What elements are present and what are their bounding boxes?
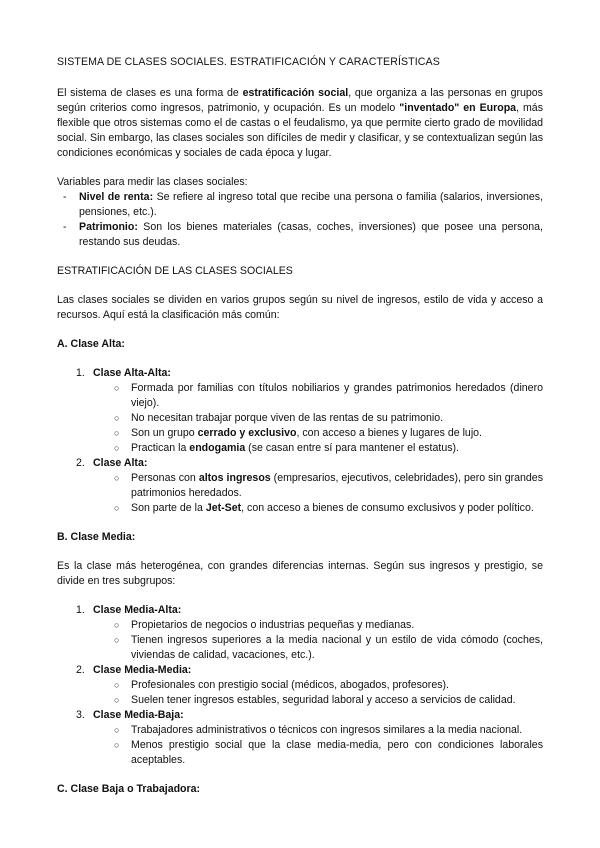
- list-item: - Patrimonio: Son los bienes materiales (casas, coches, inversiones) que posee una persona, restando sus deudas.: [57, 220, 543, 250]
- section-heading-estratificacion: ESTRATIFICACIÓN DE LAS CLASES SOCIALES: [57, 265, 293, 277]
- list-item: ○ Suelen tener ingresos estables, seguridad laboral y acceso a servicios de calidad.: [93, 693, 543, 708]
- list-item: ○ Formada por familias con títulos nobiliarios y grandes patrimonios heredados (dinero viejo).: [93, 381, 543, 411]
- list-item: ○ Personas con altos ingresos (empresarios, ejecutivos, celebridades), pero sin grandes patrimonios heredados.: [93, 471, 543, 501]
- list-item: - Nivel de renta: Se refiere al ingreso total que recibe una persona o familia (salarios, inversiones, pensiones, etc.).: [57, 190, 543, 220]
- list-item: ○ Son un grupo cerrado y exclusivo, con acceso a bienes y lugares de lujo.: [93, 426, 543, 441]
- strat-intro: Las clases sociales se dividen en varios grupos según su nivel de ingresos, estilo de vida y acceso a recursos. Aquí está la clasificación más común:: [57, 294, 543, 321]
- subclass-item: 2. Clase Alta: ○ Personas con altos ingresos (empresarios, ejecutivos, celebridades), pero sin grandes patrimonios heredados. ○ Son parte de la Jet-Set, con acceso a bienes de consumo exclusivos y poder político.: [57, 456, 543, 516]
- subclass-item: 3. Clase Media-Baja: ○ Trabajadores administrativos o técnicos con ingresos similares a la media nacional. ○ Menos prestigio social que la clase media-media, pero con condiciones laborales aceptables.: [57, 708, 543, 768]
- list-item: ○ No necesitan trabajar porque viven de las rentas de su patrimonio.: [93, 411, 543, 426]
- heading-clase-baja: C. Clase Baja o Trabajadora:: [57, 783, 201, 795]
- variables-list: [57, 190, 543, 250]
- list-item: ○ Propietarios de negocios o industrias pequeñas y medianas.: [93, 618, 543, 633]
- term-inventado: "inventado" en Europa: [399, 102, 517, 114]
- subclass-item: 2. Clase Media-Media: ○ Profesionales con prestigio social (médicos, abogados, profesores). ○ Suelen tener ingresos estables, seguridad laboral y acceso a servicios de calidad.: [57, 663, 543, 708]
- heading-clase-media: B. Clase Media:: [57, 531, 136, 543]
- document-page: [57, 55, 543, 811]
- list-item: ○ Profesionales con prestigio social (médicos, abogados, profesores).: [93, 678, 543, 693]
- subclass-item: 1. Clase Alta-Alta: ○ Formada por familias con títulos nobiliarios y grandes patrimonios heredados (dinero viejo). ○ No necesitan trabajar porque viven de las rentas de su patrimonio. ○ Son un grupo cerrado y exclusivo, con acceso a bienes y lugares de lujo. ○ Practican la endogamia (se casan entre sí para mantener el estatus).: [57, 366, 543, 456]
- clase-media-intro: Es la clase más heterogénea, con grandes diferencias internas. Según sus ingresos y prestigio, se divide en tres subgrupos:: [57, 560, 543, 587]
- list-item: ○ Menos prestigio social que la clase media-media, pero con condiciones laborales aceptables.: [93, 738, 543, 768]
- list-item: ○ Tienen ingresos superiores a la media nacional y un estilo de vida cómodo (coches, viviendas de calidad, vacaciones, etc.).: [93, 633, 543, 663]
- intro-paragraph: El sistema de clases es una forma de estratificación social, que organiza a las personas en grupos según criterios como ingresos, patrimonio, y ocupación. Es un modelo "inventado" en Europa, más flexible que otros sistemas como el de castas o el feudalismo, ya que permite cierto grado de movilidad social. Sin embargo, las clases sociales son difíciles de medir y clasificar, y se contextualizan según las condiciones económicas y sociales de cada época y lugar.: [57, 87, 543, 159]
- list-item: ○ Practican la endogamia (se casan entre sí para mantener el estatus).: [93, 441, 543, 456]
- list-item: ○ Trabajadores administrativos o técnicos con ingresos similares a la media nacional.: [93, 723, 543, 738]
- term-estratificacion: estratificación social: [242, 87, 349, 99]
- list-item: ○ Son parte de la Jet-Set, con acceso a bienes de consumo exclusivos y poder político.: [93, 501, 543, 516]
- clase-media-list: [57, 603, 543, 768]
- heading-clase-alta: A. Clase Alta:: [57, 338, 125, 350]
- subclass-item: 1. Clase Media-Alta: ○ Propietarios de negocios o industrias pequeñas y medianas. ○ Tienen ingresos superiores a la media nacional y un estilo de vida cómodo (coches, viviendas de calidad, vacaciones, etc.).: [57, 603, 543, 663]
- variables-intro: Variables para medir las clases sociales:: [57, 176, 248, 188]
- document-title: SISTEMA DE CLASES SOCIALES. ESTRATIFICACIÓN Y CARACTERÍSTICAS: [57, 56, 440, 68]
- clase-alta-list: [57, 366, 543, 516]
